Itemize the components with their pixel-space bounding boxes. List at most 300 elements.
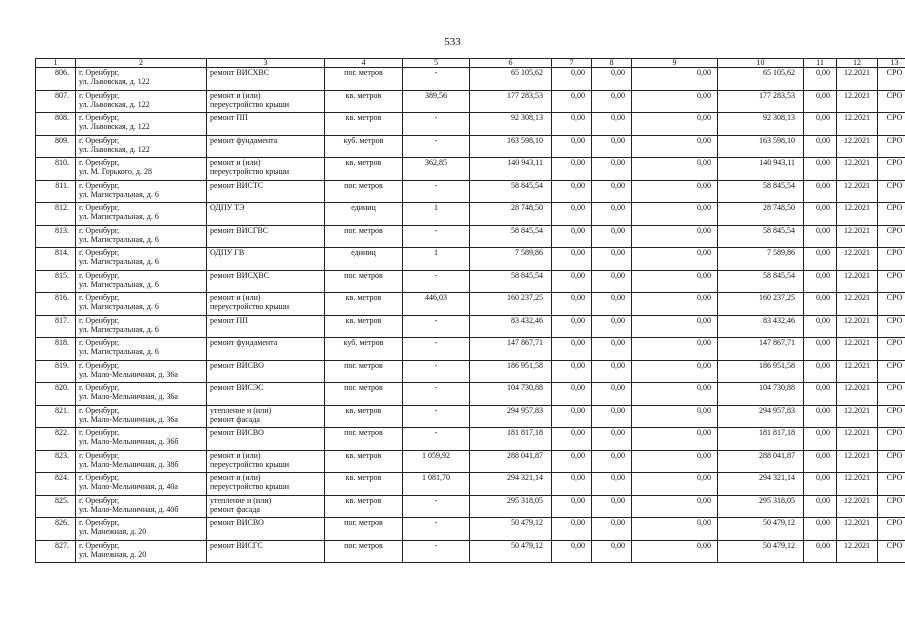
cell-col-11-value: 0,00	[804, 203, 837, 226]
cell-completion-date: 12.2021	[837, 225, 878, 248]
cell-row-number: 826.	[36, 518, 76, 541]
cell-row-number: 815.	[36, 270, 76, 293]
work-type-line: ремонт и (или)	[210, 450, 261, 460]
address-line: г. Оренбург,	[79, 428, 120, 437]
cell-col-7-value: 0,00	[552, 180, 592, 203]
address-line: ул. Магистральная, д. 6	[79, 212, 159, 222]
cell-row-number: 806.	[36, 68, 76, 91]
cell-volume: -	[403, 113, 470, 136]
cell-col-9-value: 0,00	[632, 113, 718, 136]
cell-volume: -	[403, 495, 470, 518]
cell-fund-cost: 186 951,58	[718, 360, 804, 383]
work-type-line: ремонт ВИСХВС	[210, 68, 270, 77]
cell-source: СРО	[878, 90, 905, 113]
address-line: ул. Манежная, д. 20	[79, 527, 147, 537]
cell-col-11-value: 0,00	[804, 473, 837, 496]
column-header-11: 11	[804, 59, 837, 68]
address-line: г. Оренбург,	[79, 383, 120, 392]
table-row	[36, 248, 905, 271]
table-row	[36, 405, 905, 428]
work-type-line: переустройство крыши	[210, 302, 290, 312]
cell-source: СРО	[878, 135, 905, 158]
address-line: г. Оренбург,	[79, 315, 120, 325]
cell-volume: 446,03	[403, 293, 470, 316]
cell-unit: пог. метров	[325, 270, 403, 293]
cell-fund-cost: 58 845,54	[718, 270, 804, 293]
cell-col-8-value: 0,00	[592, 383, 632, 406]
cell-work-type	[207, 225, 325, 248]
work-type-line: ремонт ВИСВО	[210, 428, 264, 437]
cell-fund-cost: 65 105,62	[718, 68, 804, 91]
cell-address	[76, 293, 207, 316]
cell-col-9-value: 0,00	[632, 405, 718, 428]
cell-source: СРО	[878, 293, 905, 316]
cell-col-9-value: 0,00	[632, 293, 718, 316]
cell-col-8-value: 0,00	[592, 68, 632, 91]
cell-address	[76, 158, 207, 181]
cell-col-8-value: 0,00	[592, 450, 632, 473]
cell-col-7-value: 0,00	[552, 473, 592, 496]
cell-source: СРО	[878, 473, 905, 496]
column-header-4: 4	[325, 59, 403, 68]
cell-address	[76, 360, 207, 383]
address-line: ул. Мало-Мельничная, д. 40б	[79, 504, 179, 514]
cell-work-type	[207, 428, 325, 451]
cell-fund-cost: 7 589,86	[718, 248, 804, 271]
cell-col-8-value: 0,00	[592, 113, 632, 136]
cell-col-7-value: 0,00	[552, 135, 592, 158]
cell-col-11-value: 0,00	[804, 540, 837, 563]
address-line: г. Оренбург,	[79, 248, 120, 257]
cell-work-type	[207, 68, 325, 91]
cell-completion-date: 12.2021	[837, 518, 878, 541]
cell-col-8-value: 0,00	[592, 248, 632, 271]
cell-work-type	[207, 495, 325, 518]
cell-col-7-value: 0,00	[552, 113, 592, 136]
cell-fund-cost: 50 479,12	[718, 540, 804, 563]
cell-col-9-value: 0,00	[632, 248, 718, 271]
cell-unit: кв. метров	[325, 405, 403, 428]
cell-col-11-value: 0,00	[804, 180, 837, 203]
table-row	[36, 338, 905, 361]
cell-work-type	[207, 360, 325, 383]
cell-address	[76, 315, 207, 338]
cell-completion-date: 12.2021	[837, 180, 878, 203]
cell-source: СРО	[878, 68, 905, 91]
table-row	[36, 540, 905, 563]
cell-col-11-value: 0,00	[804, 495, 837, 518]
cell-work-type	[207, 180, 325, 203]
cell-work-type	[207, 473, 325, 496]
cell-fund-cost: 295 318,05	[718, 495, 804, 518]
cell-row-number: 820.	[36, 383, 76, 406]
cell-total-cost: 7 589,86	[470, 248, 552, 271]
cell-col-11-value: 0,00	[804, 248, 837, 271]
cell-col-7-value: 0,00	[552, 360, 592, 383]
cell-source: СРО	[878, 248, 905, 271]
address-line: ул. Магистральная, д. 6	[79, 189, 159, 199]
cell-total-cost: 294 957,83	[470, 405, 552, 428]
cell-unit: кв. метров	[325, 450, 403, 473]
cell-total-cost: 288 041,87	[470, 450, 552, 473]
work-type-line: переустройство крыши	[210, 482, 290, 492]
cell-work-type	[207, 248, 325, 271]
cell-col-9-value: 0,00	[632, 68, 718, 91]
cell-unit: пог. метров	[325, 428, 403, 451]
address-line: ул. Манежная, д. 20	[79, 549, 147, 559]
cell-work-type	[207, 315, 325, 338]
cell-volume: 1 081,70	[403, 473, 470, 496]
cell-col-11-value: 0,00	[804, 135, 837, 158]
address-line: ул. Львовская, д. 122	[79, 122, 150, 132]
cell-total-cost: 92 308,13	[470, 113, 552, 136]
cell-total-cost: 104 730,88	[470, 383, 552, 406]
address-line: г. Оренбург,	[79, 405, 120, 415]
cell-row-number: 824.	[36, 473, 76, 496]
cell-total-cost: 294 321,14	[470, 473, 552, 496]
cell-completion-date: 12.2021	[837, 293, 878, 316]
cell-work-type	[207, 293, 325, 316]
cell-col-11-value: 0,00	[804, 360, 837, 383]
cell-col-8-value: 0,00	[592, 135, 632, 158]
address-line: г. Оренбург,	[79, 338, 120, 347]
cell-row-number: 821.	[36, 405, 76, 428]
cell-row-number: 814.	[36, 248, 76, 271]
cell-volume: -	[403, 540, 470, 563]
column-header-2: 2	[76, 59, 207, 68]
cell-col-8-value: 0,00	[592, 90, 632, 113]
cell-fund-cost: 294 321,14	[718, 473, 804, 496]
cell-work-type	[207, 518, 325, 541]
address-line: ул. Магистральная, д. 6	[79, 302, 159, 312]
cell-col-11-value: 0,00	[804, 518, 837, 541]
column-header-10: 10	[718, 59, 804, 68]
cell-fund-cost: 140 943,11	[718, 158, 804, 181]
address-line: ул. Магистральная, д. 6	[79, 279, 159, 289]
cell-work-type	[207, 540, 325, 563]
column-header-7: 7	[552, 59, 592, 68]
address-line: г. Оренбург,	[79, 293, 120, 302]
cell-address	[76, 383, 207, 406]
cell-col-7-value: 0,00	[552, 158, 592, 181]
cell-col-11-value: 0,00	[804, 338, 837, 361]
address-line: г. Оренбург,	[79, 450, 120, 460]
cell-col-7-value: 0,00	[552, 248, 592, 271]
work-type-line: ремонт ВИСГС	[210, 540, 263, 550]
cell-unit: пог. метров	[325, 180, 403, 203]
cell-total-cost: 28 748,50	[470, 203, 552, 226]
work-type-line: ремонт фундамента	[210, 135, 278, 145]
work-type-line: ремонт фундамента	[210, 338, 278, 347]
cell-col-9-value: 0,00	[632, 450, 718, 473]
cell-row-number: 818.	[36, 338, 76, 361]
cell-source: СРО	[878, 270, 905, 293]
address-line: г. Оренбург,	[79, 158, 120, 167]
cell-unit: кв. метров	[325, 495, 403, 518]
cell-col-11-value: 0,00	[804, 113, 837, 136]
cell-fund-cost: 147 867,71	[718, 338, 804, 361]
cell-completion-date: 12.2021	[837, 203, 878, 226]
address-line: г. Оренбург,	[79, 270, 120, 280]
work-type-line: ремонт ВИСТС	[210, 180, 264, 190]
cell-volume: -	[403, 68, 470, 91]
cell-volume: -	[403, 518, 470, 541]
cell-address	[76, 180, 207, 203]
address-line: г. Оренбург,	[79, 518, 120, 527]
address-line: ул. Мало-Мельничная, д. 40а	[79, 482, 178, 492]
cell-col-9-value: 0,00	[632, 90, 718, 113]
cell-source: СРО	[878, 338, 905, 361]
cell-col-9-value: 0,00	[632, 180, 718, 203]
cell-col-8-value: 0,00	[592, 203, 632, 226]
address-line: ул. Мало-Мельничная, д. 38б	[79, 459, 179, 469]
cell-col-8-value: 0,00	[592, 360, 632, 383]
work-type-line: ремонт ВИСЭС	[210, 383, 264, 392]
work-type-line: ремонт и (или)	[210, 293, 261, 302]
address-line: ул. Магистральная, д. 6	[79, 257, 159, 267]
cell-total-cost: 58 845,54	[470, 180, 552, 203]
cell-col-11-value: 0,00	[804, 270, 837, 293]
address-line: г. Оренбург,	[79, 135, 120, 145]
cell-total-cost: 160 237,25	[470, 293, 552, 316]
table-row	[36, 90, 905, 113]
cell-address	[76, 113, 207, 136]
cell-fund-cost: 294 957,83	[718, 405, 804, 428]
cell-col-7-value: 0,00	[552, 495, 592, 518]
column-header-6: 6	[470, 59, 552, 68]
work-type-line: ОДПУ ГВ	[210, 248, 245, 257]
cell-fund-cost: 177 283,53	[718, 90, 804, 113]
cell-volume: -	[403, 383, 470, 406]
cell-completion-date: 12.2021	[837, 248, 878, 271]
cell-unit: кв. метров	[325, 90, 403, 113]
work-type-line: утепление и (или)	[210, 405, 272, 415]
table-row	[36, 270, 905, 293]
table-body	[36, 68, 905, 563]
cell-col-8-value: 0,00	[592, 180, 632, 203]
cell-unit: пог. метров	[325, 518, 403, 541]
cell-volume: 1	[403, 248, 470, 271]
cell-total-cost: 83 432,46	[470, 315, 552, 338]
column-header-13: 13	[878, 59, 905, 68]
cell-completion-date: 12.2021	[837, 68, 878, 91]
cell-unit: кв. метров	[325, 315, 403, 338]
address-line: г. Оренбург,	[79, 180, 120, 190]
cell-col-11-value: 0,00	[804, 450, 837, 473]
table-row	[36, 518, 905, 541]
cell-col-9-value: 0,00	[632, 135, 718, 158]
cell-row-number: 822.	[36, 428, 76, 451]
cell-volume: -	[403, 338, 470, 361]
cell-col-7-value: 0,00	[552, 540, 592, 563]
cell-source: СРО	[878, 495, 905, 518]
cell-total-cost: 163 598,10	[470, 135, 552, 158]
cell-col-11-value: 0,00	[804, 90, 837, 113]
cell-row-number: 823.	[36, 450, 76, 473]
cell-unit: пог. метров	[325, 68, 403, 91]
cell-work-type	[207, 270, 325, 293]
cell-col-11-value: 0,00	[804, 68, 837, 91]
address-line: г. Оренбург,	[79, 540, 120, 550]
cell-unit: единиц	[325, 203, 403, 226]
cell-col-7-value: 0,00	[552, 338, 592, 361]
address-line: ул. Львовская, д. 122	[79, 144, 150, 154]
cell-completion-date: 12.2021	[837, 405, 878, 428]
work-type-line: переустройство крыши	[210, 459, 290, 469]
cell-source: СРО	[878, 428, 905, 451]
work-type-line: переустройство крыши	[210, 167, 290, 177]
table-row	[36, 495, 905, 518]
table-row	[36, 203, 905, 226]
cell-col-9-value: 0,00	[632, 495, 718, 518]
cell-total-cost: 295 318,05	[470, 495, 552, 518]
cell-address	[76, 495, 207, 518]
cell-col-9-value: 0,00	[632, 225, 718, 248]
cell-completion-date: 12.2021	[837, 158, 878, 181]
cell-completion-date: 12.2021	[837, 315, 878, 338]
cell-total-cost: 50 479,12	[470, 518, 552, 541]
cell-fund-cost: 58 845,54	[718, 180, 804, 203]
cell-volume: -	[403, 135, 470, 158]
cell-unit: куб. метров	[325, 338, 403, 361]
cell-col-8-value: 0,00	[592, 495, 632, 518]
table-row	[36, 135, 905, 158]
cell-col-8-value: 0,00	[592, 293, 632, 316]
cell-total-cost: 181 817,18	[470, 428, 552, 451]
cell-source: СРО	[878, 360, 905, 383]
cell-source: СРО	[878, 203, 905, 226]
cell-row-number: 827.	[36, 540, 76, 563]
cell-col-9-value: 0,00	[632, 383, 718, 406]
cell-work-type	[207, 203, 325, 226]
cell-col-11-value: 0,00	[804, 383, 837, 406]
cell-work-type	[207, 383, 325, 406]
cell-address	[76, 450, 207, 473]
cell-col-7-value: 0,00	[552, 270, 592, 293]
cell-address	[76, 405, 207, 428]
work-type-line: ремонт ВИСГВС	[210, 225, 269, 235]
cell-col-7-value: 0,00	[552, 428, 592, 451]
cell-col-7-value: 0,00	[552, 225, 592, 248]
cell-col-9-value: 0,00	[632, 270, 718, 293]
work-type-line: ОДПУ ТЭ	[210, 203, 245, 212]
cell-fund-cost: 58 845,54	[718, 225, 804, 248]
column-header-9: 9	[632, 59, 718, 68]
table-row	[36, 293, 905, 316]
cell-col-11-value: 0,00	[804, 315, 837, 338]
cell-unit: пог. метров	[325, 360, 403, 383]
work-type-line: ремонт ПП	[210, 113, 248, 122]
cell-work-type	[207, 113, 325, 136]
cell-col-8-value: 0,00	[592, 405, 632, 428]
cell-address	[76, 225, 207, 248]
cell-col-7-value: 0,00	[552, 90, 592, 113]
cell-col-9-value: 0,00	[632, 428, 718, 451]
cell-row-number: 813.	[36, 225, 76, 248]
cell-unit: единиц	[325, 248, 403, 271]
cell-volume: 362,85	[403, 158, 470, 181]
cell-source: СРО	[878, 180, 905, 203]
cell-fund-cost: 160 237,25	[718, 293, 804, 316]
cell-address	[76, 248, 207, 271]
works-table	[35, 58, 905, 563]
cell-completion-date: 12.2021	[837, 270, 878, 293]
address-line: ул. Мало-Мельничная, д. 36а	[79, 369, 178, 379]
cell-source: СРО	[878, 518, 905, 541]
cell-total-cost: 50 479,12	[470, 540, 552, 563]
cell-col-9-value: 0,00	[632, 360, 718, 383]
work-type-line: переустройство крыши	[210, 99, 290, 109]
work-type-line: утепление и (или)	[210, 495, 272, 505]
cell-unit: кв. метров	[325, 473, 403, 496]
cell-completion-date: 12.2021	[837, 540, 878, 563]
table-row	[36, 450, 905, 473]
cell-source: СРО	[878, 450, 905, 473]
cell-volume: -	[403, 405, 470, 428]
cell-row-number: 809.	[36, 135, 76, 158]
cell-completion-date: 12.2021	[837, 473, 878, 496]
column-header-12: 12	[837, 59, 878, 68]
work-type-line: ремонт ВИСВО	[210, 360, 264, 370]
address-line: ул. Магистральная, д. 6	[79, 234, 159, 244]
cell-source: СРО	[878, 405, 905, 428]
cell-completion-date: 12.2021	[837, 450, 878, 473]
cell-row-number: 819.	[36, 360, 76, 383]
cell-fund-cost: 92 308,13	[718, 113, 804, 136]
cell-unit: пог. метров	[325, 383, 403, 406]
cell-volume: -	[403, 270, 470, 293]
cell-row-number: 811.	[36, 180, 76, 203]
cell-address	[76, 338, 207, 361]
cell-address	[76, 473, 207, 496]
table-row	[36, 360, 905, 383]
table-row	[36, 383, 905, 406]
cell-unit: куб. метров	[325, 135, 403, 158]
cell-total-cost: 65 105,62	[470, 68, 552, 91]
page-number: 533	[444, 36, 461, 48]
cell-col-8-value: 0,00	[592, 540, 632, 563]
cell-col-11-value: 0,00	[804, 158, 837, 181]
cell-work-type	[207, 90, 325, 113]
cell-col-9-value: 0,00	[632, 338, 718, 361]
cell-col-8-value: 0,00	[592, 428, 632, 451]
cell-completion-date: 12.2021	[837, 338, 878, 361]
address-line: ул. Мало-Мельничная, д. 36а	[79, 414, 178, 424]
cell-total-cost: 186 951,58	[470, 360, 552, 383]
cell-address	[76, 90, 207, 113]
cell-completion-date: 12.2021	[837, 113, 878, 136]
cell-work-type	[207, 135, 325, 158]
address-line: г. Оренбург,	[79, 360, 120, 370]
address-line: ул. Мало-Мельничная, д. 36а	[79, 392, 178, 402]
cell-total-cost: 177 283,53	[470, 90, 552, 113]
address-line: г. Оренбург,	[79, 495, 120, 505]
cell-col-7-value: 0,00	[552, 405, 592, 428]
table-row	[36, 428, 905, 451]
table-row	[36, 158, 905, 181]
address-line: г. Оренбург,	[79, 113, 120, 122]
cell-col-7-value: 0,00	[552, 203, 592, 226]
cell-volume: -	[403, 428, 470, 451]
cell-total-cost: 147 867,71	[470, 338, 552, 361]
cell-col-8-value: 0,00	[592, 158, 632, 181]
cell-unit: кв. метров	[325, 113, 403, 136]
table-row	[36, 315, 905, 338]
cell-address	[76, 135, 207, 158]
cell-work-type	[207, 338, 325, 361]
work-type-line: ремонт ВИСХВС	[210, 270, 270, 280]
work-type-line: ремонт ВИСВО	[210, 518, 264, 527]
